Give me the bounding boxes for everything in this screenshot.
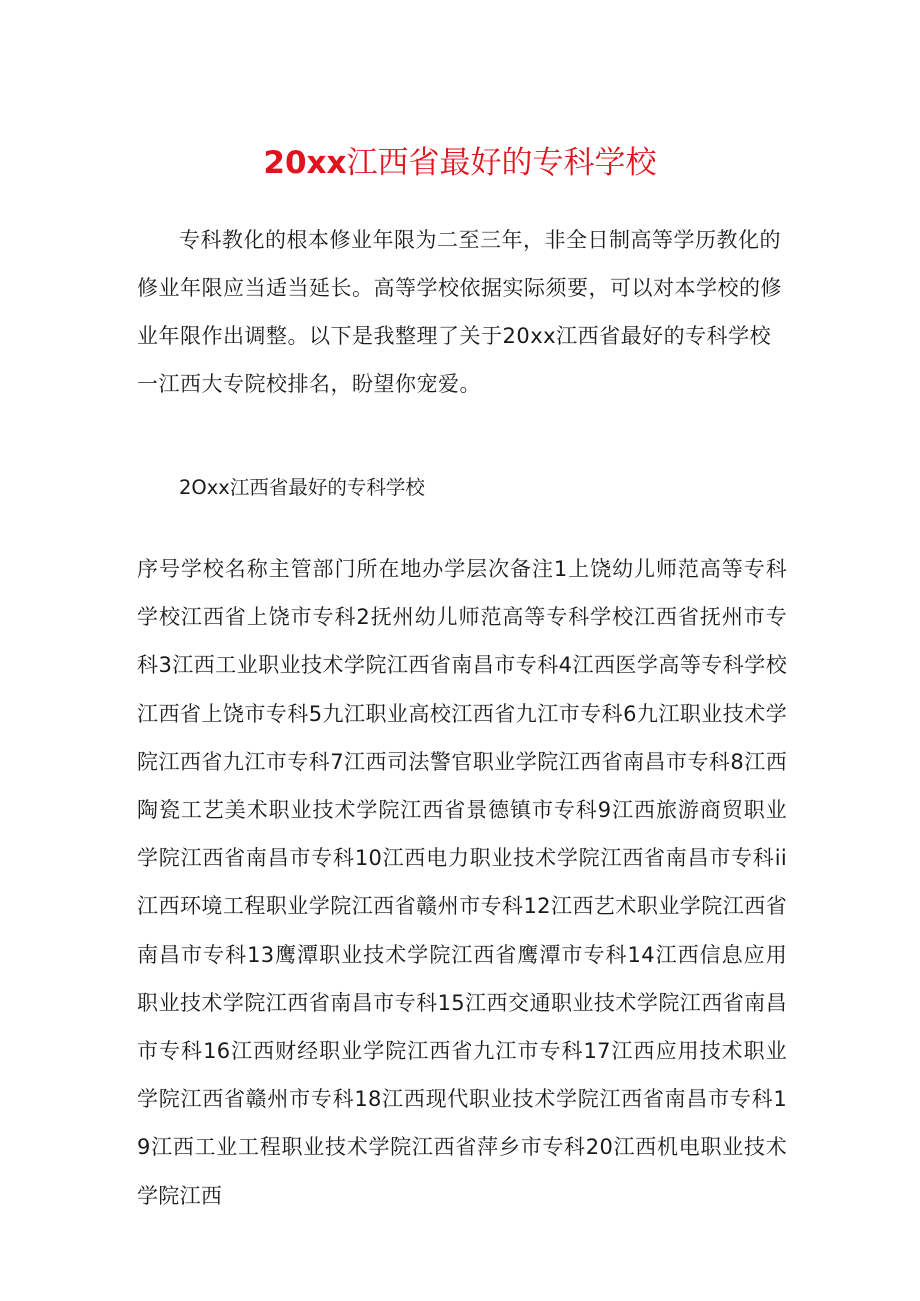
- section-subheading: 2Oxx江西省最好的专科学校: [179, 476, 425, 499]
- title-number: 20xx: [263, 145, 347, 181]
- title-text: 江西省最好的专科学校: [346, 145, 657, 181]
- intro-paragraph: 专科教化的根本修业年限为二至三年，非全日制高等学历教化的修业年限应当适当延长。高等学校依据实际须要，可以对本学校的修业年限作出调整。以下是我整理了关于20xx江西省最好的专科学校一江西大专院校排名，盼望你宠爱。: [137, 228, 782, 396]
- page-title: [0, 138, 920, 188]
- school-list-text: 序号学校名称主管部门所在地办学层次备注1上饶幼儿师范高等专科学校江西省上饶市专科2抚州幼儿师范高等专科学校江西省抚州市专科3江西工业职业技术学院江西省南昌市专科4江西医学高等专科学校江西省上饶市专科5九江职业高校江西省九江市专科6九江职业技术学院江西省九江市专科7江西司法警官职业学院江西省南昌市专科8江西陶瓷工艺美术职业技术学院江西省景德镇市专科9江西旅游商贸职业学院江西省南昌市专科10江西电力职业技术学院江西省南昌市专科ii江西环境工程职业学院江西省赣州市专科12江西艺术职业学院江西省南昌市专科13鹰潭职业技术学院江西省鹰潭市专科14江西信息应用职业技术学院江西省南昌市专科15江西交通职业技术学院江西省南昌市专科16江西财经职业学院江西省九江市专科17江西应用技术职业学院江西省赣州市专科18江西现代职业技术学院江西省南昌市专科19江西工业工程职业技术学院江西省萍乡市专科20江西机电职业技术学院江西: [137, 557, 787, 1208]
